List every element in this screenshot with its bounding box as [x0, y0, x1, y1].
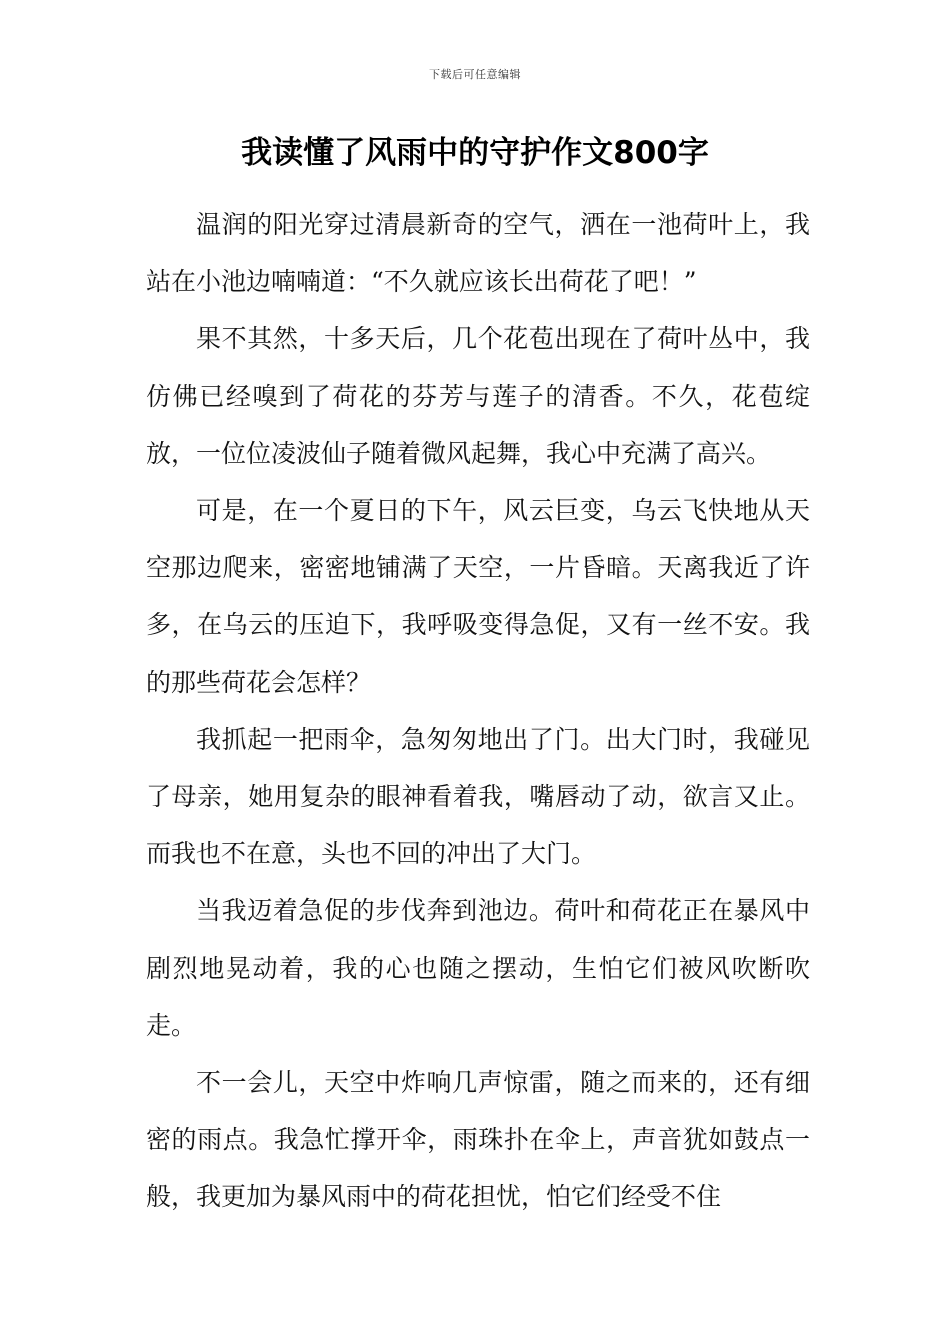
paragraph-3: 可是，在一个夏日的下午，风云巨变，乌云飞快地从天空那边爬来，密密地铺满了天空，一片昏暗。天离我近了许多，在乌云的压迫下，我呼吸变得急促，又有一丝不安。我的那些荷花会怎样？	[146, 496, 810, 697]
page-header-note: 下载后可任意编辑	[429, 68, 521, 81]
paragraph-1: 温润的阳光穿过清晨新奇的空气，洒在一池荷叶上，我站在小池边喃喃道：“不久就应该长出荷花了吧！”	[146, 210, 810, 297]
paragraph-2: 果不其然，十多天后，几个花苞出现在了荷叶丛中，我仿佛已经嗅到了荷花的芬芳与莲子的清香。不久，花苞绽放，一位位凌波仙子随着微风起舞，我心中充满了高兴。	[146, 324, 810, 468]
document-title: 我读懂了风雨中的守护作文800字	[241, 135, 709, 171]
paragraph-6: 不一会儿，天空中炸响几声惊雷，随之而来的，还有细密的雨点。我急忙撑开伞，雨珠扑在伞上，声音犹如鼓点一般，我更加为暴风雨中的荷花担忧，怕它们经受不住	[146, 1068, 810, 1212]
paragraph-5: 当我迈着急促的步伐奔到池边。荷叶和荷花正在暴风中剧烈地晃动着，我的心也随之摆动，生怕它们被风吹断吹走。	[146, 896, 810, 1040]
document-body	[146, 196, 810, 1226]
paragraph-4: 我抓起一把雨伞，急匆匆地出了门。出大门时，我碰见了母亲，她用复杂的眼神看着我，嘴唇动了动，欲言又止。而我也不在意，头也不回的冲出了大门。	[146, 724, 810, 869]
